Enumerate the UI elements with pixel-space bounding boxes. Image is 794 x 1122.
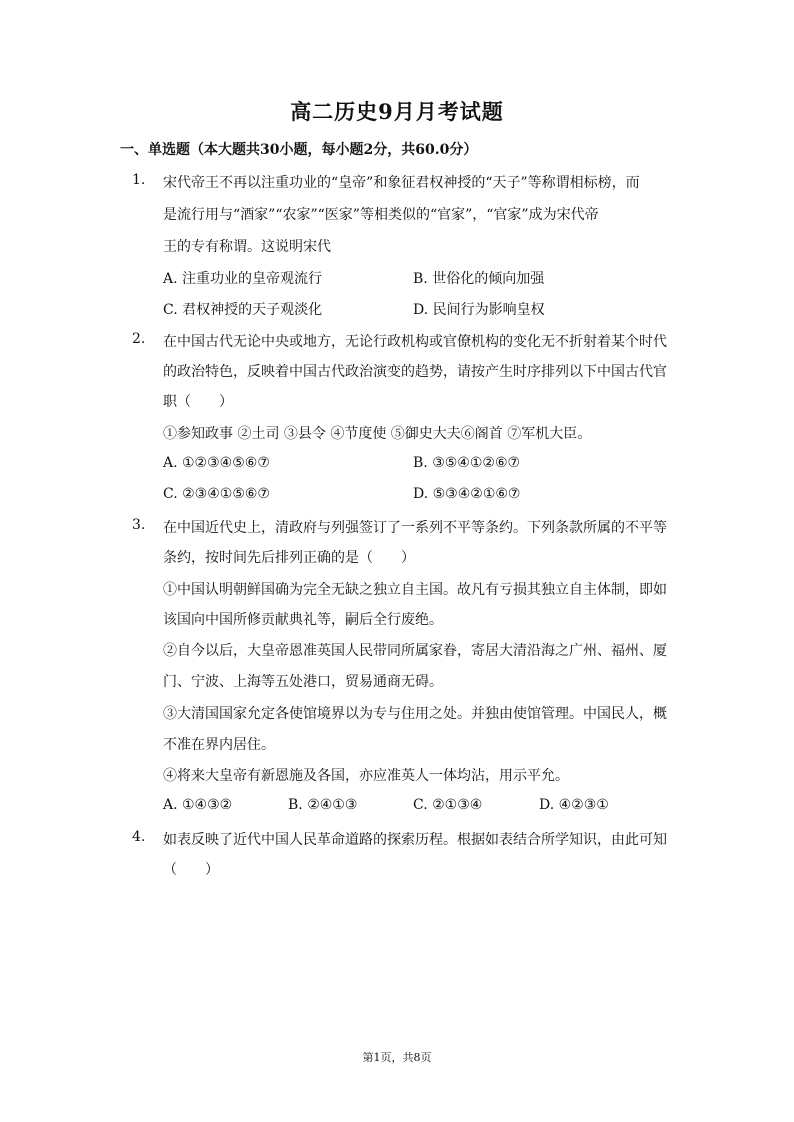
question-text-line: 条约，按时间先后排列正确的是（ ） [163,550,415,566]
option-d[interactable]: D. 民间行为影响皇权 [413,302,545,318]
page-footer: 第1页，共8页 [362,1051,432,1064]
question-text-line: ③大清国国家允定各使馆境界以为专与住用之处。并独由使馆管理。中国民人，概 [163,706,667,722]
question-text-line: 是流行用与“酒家”“农家”“医家”等相类似的“官家”，“官家”成为宋代帝 [163,207,599,223]
option-b[interactable]: B. ③⑤④①②⑥⑦ [413,455,521,471]
question-text-line: 不准在界内居住。 [163,737,275,753]
section-heading: 一、单选题（本大题共30小题，每小题2分，共60.0分） [120,142,478,158]
question-text-line: 在中国近代史上，清政府与列强签订了一系列不平等条约。下列条款所属的不平等 [163,520,667,536]
option-c[interactable]: C. ②①③④ [413,797,483,813]
question-number: 4. [132,829,146,845]
question-text-line: 门、宁波、上海等五处港口，贸易通商无碍。 [163,674,443,690]
option-d[interactable]: D. ⑤③④②①⑥⑦ [413,486,521,502]
option-a[interactable]: A. ①②③④⑤⑥⑦ [163,455,270,471]
option-c[interactable]: C. 君权神授的天子观淡化 [163,302,323,318]
question-text-line: ①参知政事 ②土司 ③县令 ④节度使 ⑤御史大夫⑥阁首 ⑦军机大臣。 [163,426,592,442]
question-text-line: 王的专有称谓。这说明宋代 [163,239,331,255]
question-text-line: 宋代帝王不再以注重功业的“皇帝”和象征君权神授的“天子”等称谓相标榜，而 [163,175,640,191]
question-text-line: ①中国认明朝鲜国确为完全无缺之独立自主国。故凡有亏损其独立自主体制，即如 [163,582,667,598]
question-number: 1. [132,172,146,188]
option-a[interactable]: A. 注重功业的皇帝观流行 [163,271,323,287]
question-text-line: ②自今以后，大皇帝恩准英国人民带同所属家眷，寄居大清沿海之广州、福州、厦 [163,643,667,659]
option-c[interactable]: C. ②③④①⑤⑥⑦ [163,486,270,502]
question-text-line: 如表反映了近代中国人民革命道路的探索历程。根据如表结合所学知识，由此可知 [163,832,667,848]
question-text-line: 该国向中国所修贡献典礼等，嗣后全行废绝。 [163,612,443,628]
question-number: 3. [132,517,146,533]
option-b[interactable]: B. 世俗化的倾向加强 [413,271,545,287]
question-number: 2. [132,331,146,347]
page-title: 高二历史9月月考试题 [290,99,504,124]
question-text-line: （ ） [163,862,219,878]
option-d[interactable]: D. ④②③① [539,797,609,813]
question-text-line: ④将来大皇帝有新恩施及各国，亦应准英人一体均沾，用示平允。 [163,768,569,784]
question-text-line: 职（ ） [163,394,233,410]
option-b[interactable]: B. ②④①③ [288,797,358,813]
question-text-line: 在中国古代无论中央或地方，无论行政机构或官僚机构的变化无不折射着某个时代 [163,334,667,350]
option-a[interactable]: A. ①④③② [163,797,233,813]
question-text-line: 的政治特色，反映着中国古代政治演变的趋势，请按产生时序排列以下中国古代官 [163,364,667,380]
